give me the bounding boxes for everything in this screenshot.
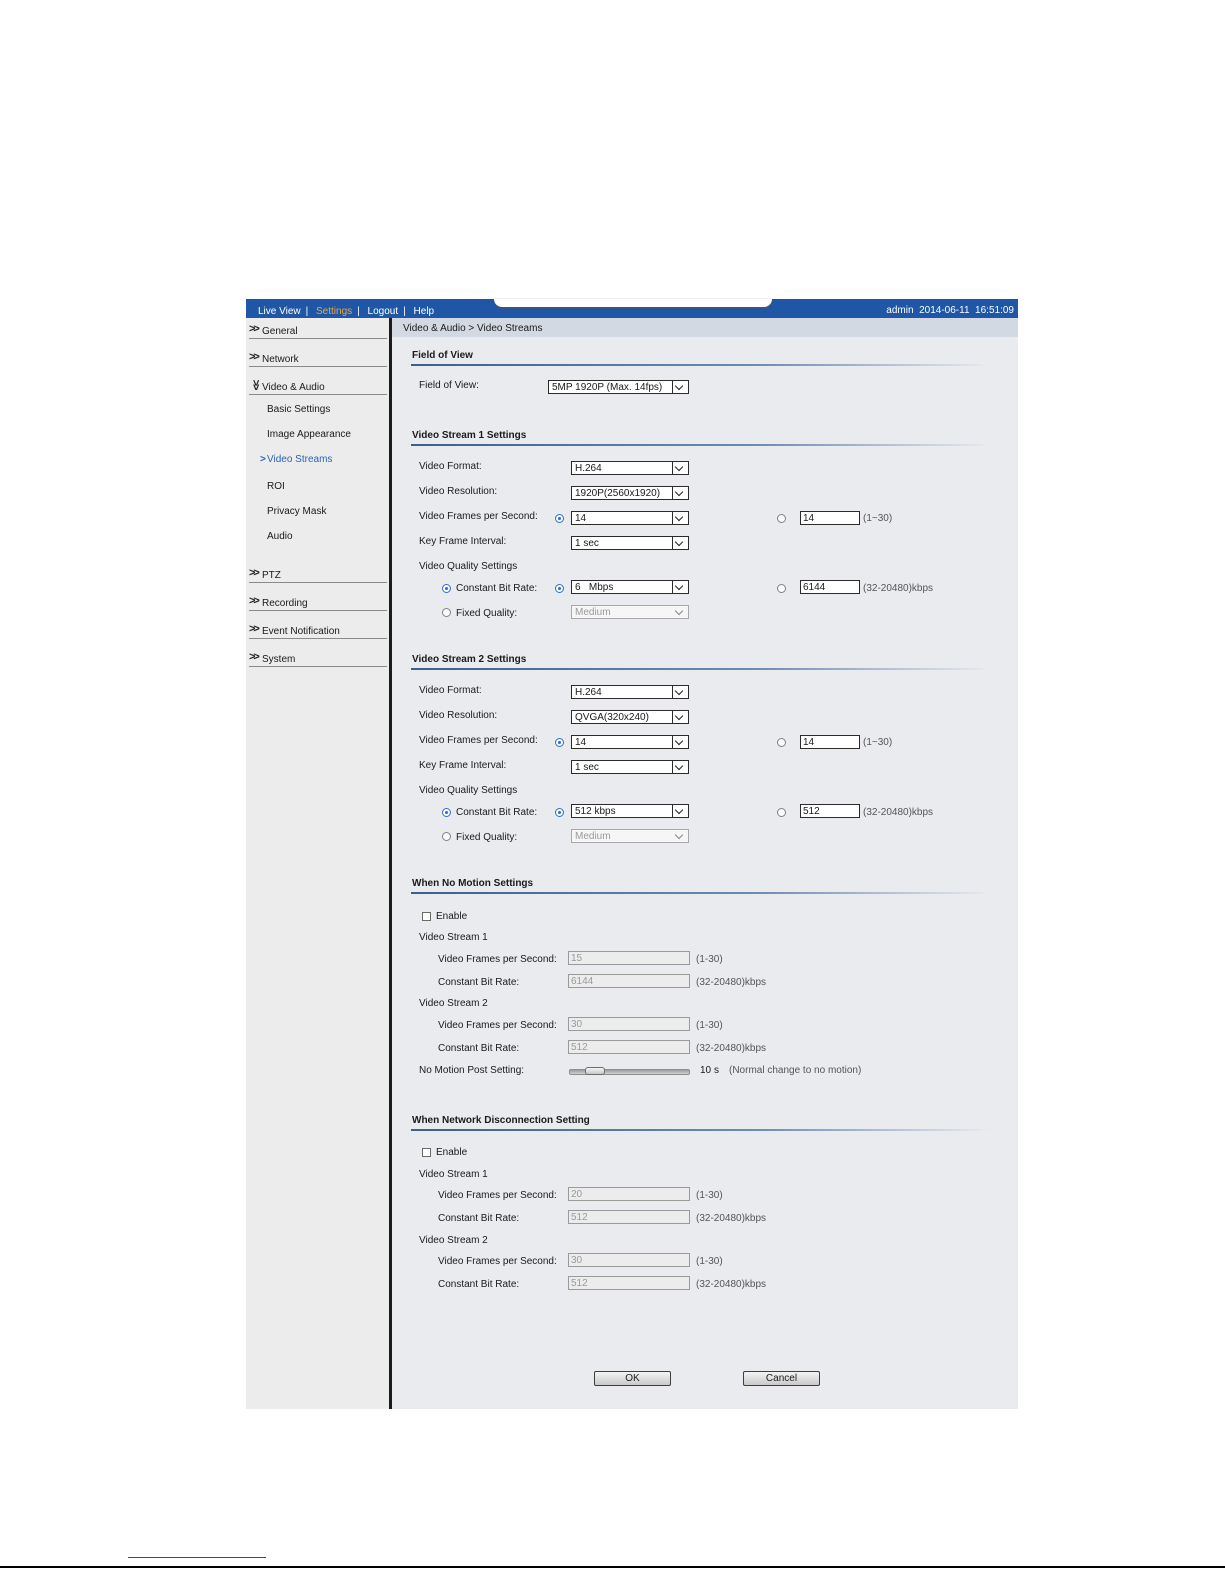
- no-motion-stream2-label: Video Stream 2: [419, 998, 488, 1009]
- chevron-down-icon[interactable]: [673, 606, 688, 618]
- stream2-fixed-label: Fixed Quality:: [456, 832, 518, 843]
- no-motion-post-label: No Motion Post Setting:: [419, 1065, 525, 1076]
- double-chevron-right-icon: >>: [249, 323, 258, 335]
- camera-settings-window: [246, 299, 1018, 1409]
- stream1-cbr-custom-radio[interactable]: [777, 584, 786, 593]
- net-disc-s2-cbr-label: Constant Bit Rate:: [438, 1279, 520, 1290]
- chevron-down-icon[interactable]: [672, 512, 688, 524]
- input-value: 6144: [571, 976, 594, 987]
- select-value: 5MP 1920P (Max. 14fps): [552, 382, 663, 393]
- stream2-fps-input[interactable]: [800, 735, 860, 749]
- chevron-down-icon[interactable]: [673, 830, 688, 842]
- chevron-down-icon[interactable]: [672, 487, 688, 499]
- net-disc-s1-fps-label: Video Frames per Second:: [438, 1190, 557, 1201]
- chevron-down-icon[interactable]: [672, 686, 688, 698]
- stream2-cbr-input[interactable]: [800, 804, 860, 818]
- net-disc-s1-cbr-input[interactable]: [568, 1210, 690, 1224]
- footnote-separator: [128, 1557, 266, 1558]
- input-value: 20: [571, 1189, 583, 1200]
- stream2-resolution-label: Video Resolution:: [419, 710, 498, 721]
- stream1-kfi-label: Key Frame Interval:: [419, 536, 507, 547]
- no-motion-s1-cbr-range: (32-20480)kbps: [696, 977, 767, 988]
- sidebar-item-label: Video & Audio: [262, 382, 325, 393]
- sidebar-item-label: Network: [262, 354, 299, 365]
- no-motion-enable-label: Enable: [436, 911, 468, 922]
- username: admin: [886, 305, 914, 316]
- stream2-kfi-select[interactable]: [571, 760, 689, 774]
- sidebar-subitem-video-streams[interactable]: [260, 454, 333, 465]
- section-title-field-of-view: Field of View: [412, 350, 473, 361]
- sidebar-item-label: Recording: [262, 598, 308, 609]
- top-nav: [256, 306, 436, 317]
- no-motion-post-value: 10: [700, 1065, 712, 1076]
- input-value: 30: [571, 1255, 583, 1266]
- double-chevron-right-icon: >>: [249, 351, 258, 363]
- sidebar-item-label: Event Notification: [262, 626, 340, 637]
- sidebar-item-label: General: [262, 326, 298, 337]
- stream1-cbr-input[interactable]: [800, 580, 860, 594]
- sidebar-item-event-notification[interactable]: [249, 618, 387, 639]
- stream2-format-label: Video Format:: [419, 685, 482, 696]
- stream1-kfi-select[interactable]: [571, 536, 689, 550]
- select-value: 6 Mbps: [575, 582, 614, 593]
- cancel-button[interactable]: Cancel: [743, 1371, 820, 1386]
- breadcrumb: [392, 318, 1018, 337]
- stream2-kfi-label: Key Frame Interval:: [419, 760, 507, 771]
- select-value: QVGA(320x240): [575, 712, 649, 723]
- select-value: 1 sec: [575, 762, 599, 773]
- ok-button[interactable]: OK: [594, 1371, 671, 1386]
- stream2-fps-custom-radio[interactable]: [777, 738, 786, 747]
- no-motion-post-unit: s: [714, 1065, 719, 1076]
- chevron-down-icon[interactable]: [672, 711, 688, 723]
- stream1-resolution-label: Video Resolution:: [419, 486, 498, 497]
- stream1-cbr-label: Constant Bit Rate:: [456, 583, 538, 594]
- double-chevron-right-icon: >>: [249, 595, 258, 607]
- section-title-no-motion: When No Motion Settings: [412, 878, 534, 889]
- input-value: 30: [571, 1019, 583, 1030]
- stream2-cbr-label: Constant Bit Rate:: [456, 807, 538, 818]
- stream2-cbr-range: (32-20480)kbps: [863, 807, 934, 818]
- double-chevron-down-icon: >>: [249, 379, 262, 389]
- breadcrumb-text: Video & Audio > Video Streams: [403, 323, 543, 334]
- stream2-cbr-radio[interactable]: [442, 808, 451, 817]
- no-motion-post-note: (Normal change to no motion): [729, 1065, 862, 1076]
- no-motion-s1-cbr-input[interactable]: [568, 974, 690, 988]
- main-content: [392, 318, 1018, 1409]
- section-divider: [411, 444, 991, 446]
- stream2-cbr-select-radio[interactable]: [555, 808, 564, 817]
- section-divider: [411, 668, 991, 670]
- stream1-cbr-radio[interactable]: [442, 584, 451, 593]
- chevron-down-icon[interactable]: [672, 736, 688, 748]
- sidebar-subitem-audio[interactable]: Audio: [267, 531, 293, 542]
- double-chevron-right-icon: >>: [249, 623, 258, 635]
- section-divider: [411, 1129, 991, 1131]
- net-disc-s1-fps-range: (1-30): [696, 1190, 723, 1201]
- chevron-down-icon[interactable]: [672, 537, 688, 549]
- no-motion-s2-cbr-label: Constant Bit Rate:: [438, 1043, 520, 1054]
- stream1-fixed-radio[interactable]: [442, 608, 451, 617]
- stream2-fixed-radio[interactable]: [442, 832, 451, 841]
- net-disc-s1-fps-input[interactable]: [568, 1187, 690, 1201]
- select-value: 512 kbps: [575, 806, 616, 817]
- stream1-format-label: Video Format:: [419, 461, 482, 472]
- sidebar-item-label: PTZ: [262, 570, 281, 581]
- net-disc-s1-cbr-label: Constant Bit Rate:: [438, 1213, 520, 1224]
- sidebar-item-network[interactable]: [249, 346, 387, 367]
- section-title-stream1: Video Stream 1 Settings: [412, 430, 527, 441]
- section-title-stream2: Video Stream 2 Settings: [412, 654, 527, 665]
- section-title-network-disconnection: When Network Disconnection Setting: [412, 1115, 590, 1126]
- net-disc-stream1-label: Video Stream 1: [419, 1169, 488, 1180]
- net-disc-s1-cbr-range: (32-20480)kbps: [696, 1213, 767, 1224]
- sidebar-subitem-roi[interactable]: ROI: [267, 481, 285, 492]
- stream1-fps-range: (1~30): [863, 513, 893, 524]
- stream1-fps-label: Video Frames per Second:: [419, 511, 538, 522]
- stream1-fixed-label: Fixed Quality:: [456, 608, 518, 619]
- no-motion-s1-fps-range: (1-30): [696, 954, 723, 965]
- datetime: 2014-06-11 16:51:09: [919, 305, 1014, 316]
- no-motion-s2-fps-range: (1-30): [696, 1020, 723, 1031]
- stream2-fixed-select[interactable]: [571, 829, 689, 843]
- no-motion-s1-fps-label: Video Frames per Second:: [438, 954, 557, 965]
- no-motion-s2-fps-label: Video Frames per Second:: [438, 1020, 557, 1031]
- sidebar-subitem-image-appearance[interactable]: Image Appearance: [267, 429, 351, 440]
- sidebar-item-ptz[interactable]: [249, 562, 387, 583]
- stream2-cbr-select[interactable]: [571, 804, 689, 818]
- stream1-format-select[interactable]: [571, 461, 689, 475]
- chevron-right-icon: >: [260, 454, 266, 465]
- no-motion-s2-cbr-range: (32-20480)kbps: [696, 1043, 767, 1054]
- stream1-fps-custom-radio[interactable]: [777, 514, 786, 523]
- input-value: 15: [571, 953, 583, 964]
- no-motion-s2-fps-input[interactable]: [568, 1017, 690, 1031]
- no-motion-post-slider-handle[interactable]: [585, 1067, 605, 1075]
- no-motion-stream1-label: Video Stream 1: [419, 932, 488, 943]
- sidebar-item-general[interactable]: [249, 318, 387, 339]
- double-chevron-right-icon: >>: [249, 567, 258, 579]
- select-value: 1920P(2560x1920): [575, 488, 661, 499]
- stream1-resolution-select[interactable]: [571, 486, 689, 500]
- input-value: 512: [571, 1278, 588, 1289]
- stream2-resolution-select[interactable]: [571, 710, 689, 724]
- stream2-quality-label: Video Quality Settings: [419, 785, 518, 796]
- input-value: 6144: [803, 582, 826, 593]
- stream1-cbr-range: (32-20480)kbps: [863, 583, 934, 594]
- stream1-cbr-select-radio[interactable]: [555, 584, 564, 593]
- nav-settings[interactable]: Settings: [316, 306, 353, 317]
- nav-separator: |: [357, 306, 360, 317]
- net-disc-s2-fps-input[interactable]: [568, 1253, 690, 1267]
- sidebar-subitem-basic-settings[interactable]: Basic Settings: [267, 404, 331, 415]
- no-motion-s2-cbr-input[interactable]: [568, 1040, 690, 1054]
- select-value: H.264: [575, 463, 602, 474]
- select-value: Medium: [575, 831, 611, 842]
- net-disc-s2-fps-label: Video Frames per Second:: [438, 1256, 557, 1267]
- net-disc-enable-checkbox[interactable]: [422, 1148, 431, 1157]
- stream2-fps-label: Video Frames per Second:: [419, 735, 538, 746]
- input-value: 512: [803, 806, 820, 817]
- no-motion-s1-fps-input[interactable]: [568, 951, 690, 965]
- stream2-fps-range: (1~30): [863, 737, 893, 748]
- net-disc-s2-cbr-range: (32-20480)kbps: [696, 1279, 767, 1290]
- no-motion-enable-checkbox[interactable]: [422, 912, 431, 921]
- input-value: 14: [803, 513, 815, 524]
- top-bar: [246, 299, 1018, 318]
- no-motion-s1-cbr-label: Constant Bit Rate:: [438, 977, 520, 988]
- nav-separator: |: [305, 306, 309, 317]
- net-disc-enable-label: Enable: [436, 1147, 468, 1158]
- select-value: 14: [575, 737, 587, 748]
- stream1-quality-label: Video Quality Settings: [419, 561, 518, 572]
- nav-help[interactable]: Help: [413, 306, 435, 317]
- user-status: [886, 305, 1014, 316]
- net-disc-stream2-label: Video Stream 2: [419, 1235, 488, 1246]
- stream1-cbr-select[interactable]: [571, 580, 689, 594]
- chevron-down-icon[interactable]: [672, 581, 688, 593]
- net-disc-s2-fps-range: (1-30): [696, 1256, 723, 1267]
- page-bottom-rule: [0, 1566, 1225, 1568]
- stream1-fixed-select[interactable]: [571, 605, 689, 619]
- sidebar: [246, 318, 392, 1409]
- select-value: Medium: [575, 607, 611, 618]
- stream2-format-select[interactable]: [571, 685, 689, 699]
- input-value: 512: [571, 1212, 588, 1223]
- select-value: 14: [575, 513, 587, 524]
- stream1-fps-select[interactable]: [571, 511, 689, 525]
- nav-logout[interactable]: Logout: [367, 306, 399, 317]
- chevron-down-icon[interactable]: [672, 805, 688, 817]
- select-value: 1 sec: [575, 538, 599, 549]
- stream1-fps-select-radio[interactable]: [555, 514, 564, 523]
- input-value: 14: [803, 737, 815, 748]
- double-chevron-right-icon: >>: [249, 651, 258, 663]
- nav-separator: |: [403, 306, 406, 317]
- input-value: 512: [571, 1042, 588, 1053]
- select-value: H.264: [575, 687, 602, 698]
- sidebar-item-system[interactable]: [249, 646, 387, 667]
- field-of-view-select[interactable]: [548, 380, 689, 394]
- section-divider: [411, 364, 991, 366]
- top-tab-decoration: [494, 299, 772, 307]
- chevron-down-icon[interactable]: [672, 381, 688, 393]
- sidebar-item-recording[interactable]: [249, 590, 387, 611]
- stream2-fps-select-radio[interactable]: [555, 738, 564, 747]
- section-divider: [411, 892, 991, 894]
- nav-live-view[interactable]: Live View: [258, 306, 301, 317]
- net-disc-s2-cbr-input[interactable]: [568, 1276, 690, 1290]
- sidebar-item-video-audio[interactable]: [249, 374, 387, 395]
- stream2-fps-select[interactable]: [571, 735, 689, 749]
- sidebar-subitem-label: Video Streams: [267, 454, 333, 465]
- stream1-fps-input[interactable]: [800, 511, 860, 525]
- sidebar-subitem-privacy-mask[interactable]: Privacy Mask: [267, 506, 327, 517]
- field-of-view-label: Field of View:: [419, 380, 479, 391]
- chevron-down-icon[interactable]: [672, 462, 688, 474]
- sidebar-item-label: System: [262, 654, 296, 665]
- stream2-cbr-custom-radio[interactable]: [777, 808, 786, 817]
- chevron-down-icon[interactable]: [672, 761, 688, 773]
